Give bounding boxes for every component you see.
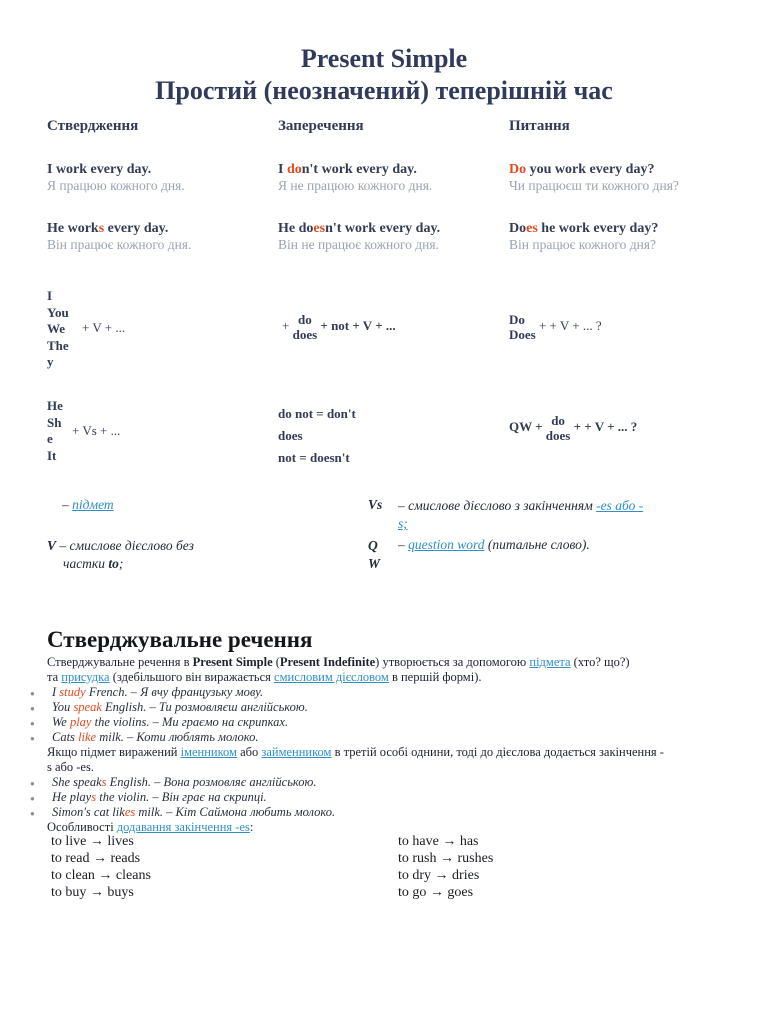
formula-neg-singular: do not = don't does not = doesn't bbox=[278, 406, 356, 465]
column-header-affirmative: Ствердження bbox=[47, 118, 139, 134]
example-q-1 bbox=[509, 162, 679, 194]
list-item: ● He plays the violin. – Він грає на скрипці. bbox=[30, 790, 267, 804]
pairs-right bbox=[398, 833, 493, 901]
example-translation: Чи працюєш ти кожного дня? bbox=[509, 178, 679, 193]
legend-vs-symbol: Vs bbox=[368, 497, 383, 512]
link-main-verb[interactable]: смисловим дієсловом bbox=[274, 670, 389, 684]
formula-neg-plural: + do does + not + V + ... bbox=[282, 312, 396, 342]
formula-q-singular: QW + do does + + V + ... ? bbox=[509, 413, 638, 443]
list-item: ● Simon's cat likes milk. – Кіт Саймона любить молоко. bbox=[30, 805, 336, 819]
link-pronoun[interactable]: займенником bbox=[261, 745, 332, 759]
formula-pronouns-singular: He Sh e It bbox=[47, 398, 63, 463]
example-q-2 bbox=[509, 221, 658, 253]
link-subject-term[interactable]: підмета bbox=[529, 655, 571, 669]
example-translation: Я не працюю кожного дня. bbox=[278, 178, 433, 193]
verb-pair: to rush → rushes bbox=[398, 851, 494, 866]
example-neg-2 bbox=[278, 221, 440, 253]
legend-qw-text: – question word (питальне слово). bbox=[398, 537, 590, 552]
example-translation: Я працюю кожного дня. bbox=[47, 178, 185, 193]
legend-v: V – смислове дієслово без частки to; bbox=[47, 538, 194, 571]
list-item: ● Cats like milk. – Коти люблять молоко. bbox=[30, 730, 259, 744]
formula-aff-singular: + Vs + ... bbox=[72, 423, 121, 438]
link-adding-es[interactable]: додавання закінчення -es bbox=[116, 820, 250, 834]
verb-pair: to read → reads bbox=[51, 851, 141, 866]
link-es-ending[interactable]: -es або - bbox=[596, 498, 644, 513]
example-sentence: I don't work every day. bbox=[278, 162, 417, 177]
third-person-paragraph: Якщо підмет виражений іменником або займенником в третій особі однини, тоді до дієслова додається закінчення - s або -es. bbox=[47, 745, 664, 774]
verb-pair: to clean → cleans bbox=[51, 868, 151, 883]
example-translation: Він працює кожного дня. bbox=[47, 237, 192, 252]
verb-pair: to dry → dries bbox=[398, 868, 480, 883]
example-sentence: Do you work every day? bbox=[509, 162, 655, 177]
column-header-question: Питання bbox=[509, 118, 570, 134]
legend-vs-text: – смислове дієслово з закінченням -es або - s; bbox=[398, 498, 644, 531]
bullet-list-2 bbox=[30, 775, 336, 820]
list-item: ● You speak English. – Ти розмовляєш англійською. bbox=[30, 700, 308, 714]
verb-pair: to have → has bbox=[398, 834, 479, 849]
example-translation: Він не працює кожного дня. bbox=[278, 237, 439, 252]
page-title: Present Simple bbox=[300, 44, 468, 73]
verb-pair: to buy → buys bbox=[51, 885, 134, 900]
column-header-negative: Заперечення bbox=[278, 118, 364, 134]
pairs-left bbox=[51, 833, 151, 901]
list-item: ● We play the violins. – Ми граємо на скрипках. bbox=[30, 715, 289, 729]
formula-aff-plural: + V + ... bbox=[82, 320, 126, 335]
intro-paragraph: Стверджувальне речення в Present Simple (Present Indefinite) утворюється за допомогою підмета (хто? що?) та присудка (здебільшого він виражається смисловим дієсловом в першій формі). bbox=[47, 655, 630, 684]
example-translation: Він працює кожного дня? bbox=[509, 237, 657, 252]
formula-pronouns-plural: I You We The y bbox=[47, 288, 69, 369]
list-item: ● She speaks English. – Вона розмовляє англійською. bbox=[30, 775, 317, 789]
example-neg-1 bbox=[278, 162, 432, 194]
verb-pair: to go → goes bbox=[398, 885, 474, 900]
legend-qw-symbol: Q W bbox=[368, 538, 381, 571]
formula-q-plural: Do Does + + V + ... ? bbox=[509, 312, 602, 342]
bullet-list-1 bbox=[30, 685, 308, 745]
link-noun[interactable]: іменником bbox=[180, 745, 237, 759]
list-item: ● I study French. – Я вчу французьку мову. bbox=[30, 685, 264, 699]
legend-subject: – підмет bbox=[62, 497, 114, 512]
example-aff-1 bbox=[47, 162, 185, 194]
section-title: Стверджувальне речення bbox=[47, 627, 313, 652]
features-line: Особливості додавання закінчення -es: bbox=[47, 820, 254, 834]
link-predicate[interactable]: присудка bbox=[61, 670, 110, 684]
example-sentence: He doesn't work every day. bbox=[278, 221, 441, 236]
link-subject[interactable]: підмет bbox=[72, 497, 114, 512]
example-sentence: I work every day. bbox=[47, 162, 152, 177]
verb-pair: to live → lives bbox=[51, 834, 134, 849]
page-subtitle: Простий (неозначений) теперішній час bbox=[155, 76, 613, 105]
link-question-word[interactable]: question word bbox=[408, 537, 485, 552]
example-aff-2 bbox=[47, 221, 191, 253]
link-s-ending[interactable]: s; bbox=[398, 516, 408, 531]
example-sentence: Does he work every day? bbox=[509, 221, 659, 236]
example-sentence: He works every day. bbox=[47, 221, 169, 236]
